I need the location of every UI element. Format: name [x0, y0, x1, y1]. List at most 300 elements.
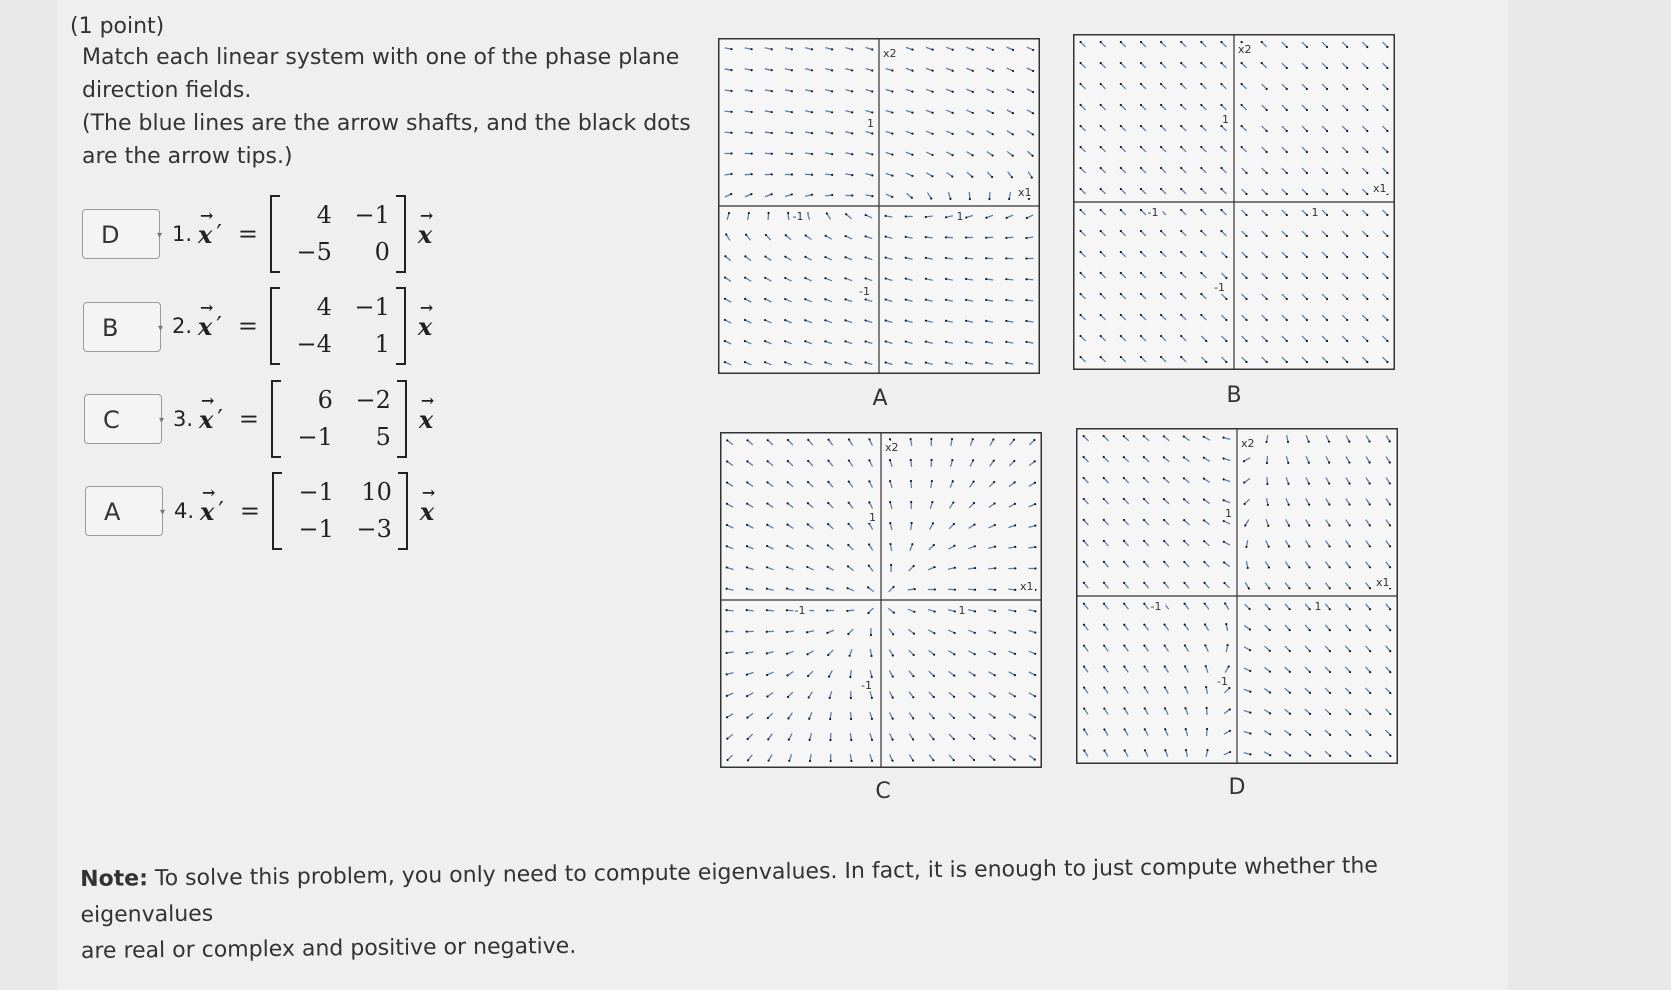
matrix-entry: 4 [316, 201, 332, 229]
arrow-tip [1224, 602, 1226, 604]
arrow-tip [951, 438, 953, 440]
arrow-tip [1366, 361, 1368, 363]
arrow-tip [1140, 125, 1142, 127]
arrow-tip [1225, 361, 1227, 363]
arrow-tip [1120, 272, 1122, 274]
arrow-tip [1240, 146, 1242, 148]
arrow-tip [1100, 314, 1102, 316]
arrow-tip [889, 501, 891, 503]
arrow-tip [871, 718, 873, 720]
equals-sign: = [237, 220, 258, 248]
arrow-tip [1025, 362, 1027, 364]
arrow-tip [1349, 545, 1351, 547]
arrow-tip [1100, 356, 1102, 358]
matrix-entry: −1 [298, 478, 334, 506]
arrow-tip [1287, 462, 1289, 464]
arrow-tip [885, 361, 887, 363]
arrow-tip [791, 111, 793, 113]
arrow-tip [1120, 335, 1122, 337]
arrow-tip [945, 320, 947, 322]
arrow-tip [787, 212, 789, 214]
arrow-tip [1184, 644, 1186, 646]
arrow-tip [786, 674, 788, 676]
arrow-tip [826, 632, 828, 634]
arrow-tip [1309, 650, 1311, 652]
arrow-tip [791, 90, 793, 92]
arrow-tip [851, 174, 853, 176]
arrow-tip [934, 610, 936, 612]
tick-label: -1 [859, 285, 870, 298]
x2-axis-label: x2 [1238, 43, 1252, 56]
arrow-tip [847, 565, 849, 567]
arrow-tip [1386, 172, 1388, 174]
arrow-tip [1079, 356, 1081, 358]
arrow-tip [724, 361, 726, 363]
vector-arrow-icon: → [200, 205, 214, 225]
arrow-tip [764, 319, 766, 321]
arrow-tip [1389, 713, 1391, 715]
x2-axis-label: x2 [1241, 437, 1255, 450]
arrow-tip [905, 299, 907, 301]
answer-select-4[interactable] [85, 486, 163, 536]
arrow-tip [934, 588, 936, 590]
point-value: (1 point) [70, 14, 165, 39]
arrow-tip [1205, 361, 1207, 363]
arrow-tip [1079, 41, 1081, 43]
arrow-tip [1225, 256, 1227, 258]
coefficient-matrix [270, 197, 406, 271]
arrow-tip [1005, 237, 1007, 239]
arrow-tip [914, 588, 916, 590]
arrow-tip [1386, 340, 1388, 342]
arrow-tip [1309, 734, 1311, 736]
arrow-tip [1267, 525, 1269, 527]
arrow-tip [952, 501, 954, 503]
arrow-tip [1163, 540, 1165, 542]
arrow-tip [1014, 610, 1016, 612]
arrow-tip [1083, 561, 1085, 563]
arrow-tip [1014, 589, 1016, 591]
arrow-tip [1025, 320, 1027, 322]
arrow-tip [892, 654, 894, 656]
matrix-entry: −1 [298, 515, 334, 543]
arrow-tip [1346, 256, 1348, 258]
arrow-tip [1180, 251, 1182, 253]
vector-arrow-icon: → [419, 205, 434, 225]
arrow-tip [1266, 277, 1268, 279]
arrow-tip [871, 739, 873, 741]
arrow-tip [885, 340, 887, 342]
arrow-tip [871, 195, 873, 197]
arrow-tip [1265, 441, 1267, 443]
arrow-tip [1289, 734, 1291, 736]
arrow-tip [1160, 230, 1162, 232]
arrow-tip [931, 154, 933, 156]
arrow-tip [1025, 237, 1027, 239]
arrow-tip [791, 193, 793, 195]
arrow-tip [991, 154, 993, 156]
arrow-tip [952, 49, 954, 51]
note-body-2: are real or complex and positive or negative. [80, 933, 577, 964]
arrow-tip [1326, 256, 1328, 258]
tick-label: -1 [1147, 206, 1159, 219]
arrow-tip [1346, 46, 1348, 48]
arrow-tip [804, 319, 806, 321]
arrow-tip [784, 319, 786, 321]
arrow-tip [786, 588, 788, 590]
arrow-tip [746, 609, 748, 611]
vector-x: → x [419, 482, 436, 526]
arrow-tip [1326, 130, 1328, 132]
arrow-tip [811, 90, 813, 92]
arrow-tip [868, 480, 870, 482]
question-number: 1. [172, 222, 193, 246]
direction-field-d [1076, 428, 1398, 764]
instruction-line-1: Match each linear system with one of the phase plane [82, 45, 680, 70]
arrow-tip [1103, 686, 1105, 688]
x1-axis-label: x1 [1376, 576, 1390, 589]
arrow-tip [829, 718, 831, 720]
arrow-tip [726, 673, 728, 675]
arrow-tip [925, 341, 927, 343]
vector-arrow-icon: → [420, 390, 435, 410]
instruction-line-4: are the arrow tips.) [82, 144, 293, 169]
arrow-tip [910, 459, 912, 461]
arrow-tip [972, 91, 974, 93]
arrow-tip [1025, 341, 1027, 343]
arrow-tip [867, 586, 869, 588]
arrow-tip [1309, 629, 1311, 631]
arrow-tip [807, 481, 809, 483]
arrow-tip [724, 319, 726, 321]
arrow-tip [1225, 277, 1227, 279]
arrow-tip [1286, 214, 1288, 216]
arrow-tip [871, 132, 873, 134]
arrow-tip [1245, 214, 1247, 216]
arrow-tip [952, 91, 954, 93]
arrow-tip [1200, 314, 1202, 316]
arrow-tip [930, 438, 932, 440]
arrow-tip [1329, 629, 1331, 631]
arrow-tip [892, 697, 894, 699]
arrow-tip [1079, 272, 1081, 274]
arrow-tip [1223, 520, 1225, 522]
arrow-tip [1164, 707, 1166, 709]
arrow-tip [1220, 230, 1222, 232]
arrow-tip [1346, 214, 1348, 216]
arrow-tip [985, 217, 987, 219]
arrow-tip [725, 652, 727, 654]
x1-axis-label: x1 [1020, 580, 1034, 593]
arrow-tip [1014, 546, 1016, 548]
arrow-tip [945, 278, 947, 280]
arrow-tip [1326, 46, 1328, 48]
arrow-tip [1014, 524, 1016, 526]
arrow-tip [1266, 483, 1268, 485]
arrow-tip [1389, 608, 1391, 610]
arrow-tip [1288, 525, 1290, 527]
arrow-tip [746, 717, 748, 719]
arrow-tip [1306, 130, 1308, 132]
arrow-tip [1180, 188, 1182, 190]
arrow-tip [1079, 251, 1081, 253]
arrow-tip [1120, 356, 1122, 358]
arrow-tip [889, 480, 891, 482]
arrow-tip [1328, 524, 1330, 526]
arrow-tip [1269, 629, 1271, 631]
arrow-tip [1286, 256, 1288, 258]
arrow-tip [847, 633, 849, 635]
arrow-tip [784, 361, 786, 363]
arrow-tip [767, 460, 769, 462]
arrow-tip [845, 235, 847, 237]
arrow-tip [973, 523, 975, 525]
arrow-tip [850, 760, 852, 762]
arrow-tip [1288, 504, 1290, 506]
matrix-entry: 4 [316, 293, 332, 321]
arrow-tip [931, 480, 933, 482]
arrow-tip [951, 154, 953, 156]
arrow-tip [885, 319, 887, 321]
arrow-tip [746, 460, 748, 462]
arrow-tip [1204, 644, 1206, 646]
arrow-tip [830, 760, 832, 762]
arrow-tip [1245, 319, 1247, 321]
arrow-tip [1268, 546, 1270, 548]
arrow-tip [1012, 112, 1014, 114]
arrow-tip [912, 717, 914, 719]
matrix-entry: 10 [361, 478, 392, 506]
arrow-tip [1100, 125, 1102, 127]
arrow-tip [746, 588, 748, 590]
answer-select-value: B [102, 314, 119, 342]
arrow-tip [1329, 566, 1331, 568]
arrow-tip [972, 459, 974, 461]
arrow-tip [831, 153, 833, 155]
arrow-tip [1366, 46, 1368, 48]
arrow-tip [1346, 298, 1348, 300]
arrow-tip [844, 298, 846, 300]
arrow-tip [945, 299, 947, 301]
arrow-tip [1245, 256, 1247, 258]
arrow-tip [1205, 686, 1207, 688]
arrow-tip [1268, 566, 1270, 568]
field-label-b: B [1226, 383, 1242, 408]
tick-label: -1 [1217, 675, 1228, 688]
arrow-tip [1079, 104, 1081, 106]
arrow-tip [1287, 441, 1289, 443]
arrow-tip [787, 460, 789, 462]
arrow-tip [1286, 88, 1288, 90]
arrow-tip [953, 545, 955, 547]
arrow-tip [1160, 104, 1162, 106]
arrow-tip [972, 70, 974, 72]
arrow-tip [905, 215, 907, 217]
arrow-tip [1326, 319, 1328, 321]
arrow-tip [1079, 293, 1081, 295]
arrow-tip [1014, 674, 1016, 676]
arrow-tip [1369, 524, 1371, 526]
arrow-tip [925, 278, 927, 280]
tick-label: 1 [1222, 113, 1229, 126]
arrow-tip [1223, 478, 1225, 480]
arrow-tip [827, 502, 829, 504]
arrow-tip [985, 257, 987, 259]
arrow-tip [1140, 188, 1142, 190]
arrow-tip [767, 738, 769, 740]
arrow-tip [1200, 293, 1202, 295]
arrow-tip [1308, 462, 1310, 464]
arrow-tip [985, 237, 987, 239]
arrow-tip [1366, 151, 1368, 153]
arrow-tip [1369, 608, 1371, 610]
arrow-tip [1266, 130, 1268, 132]
arrow-tip [791, 132, 793, 134]
arrow-tip [1144, 707, 1146, 709]
arrow-tip [1140, 41, 1142, 43]
arrow-tip [1123, 498, 1125, 500]
arrow-tip [1183, 435, 1185, 437]
arrow-tip [1123, 645, 1125, 647]
arrow-tip [1163, 519, 1165, 521]
arrow-tip [1245, 277, 1247, 279]
arrow-tip [1309, 755, 1311, 757]
arrow-tip [766, 502, 768, 504]
arrow-tip [1180, 104, 1182, 106]
arrow-tip [991, 176, 993, 178]
equation-4 [174, 476, 434, 546]
arrow-tip [1079, 314, 1081, 316]
arrow-tip [1288, 608, 1290, 610]
arrow-tip [1203, 498, 1205, 500]
arrow-tip [1329, 671, 1331, 673]
arrow-tip [1366, 340, 1368, 342]
arrow-tip [994, 610, 996, 612]
arrow-tip [1100, 209, 1102, 211]
arrow-tip [1245, 193, 1247, 195]
arrow-tip [1369, 503, 1371, 505]
arrow-tip [1100, 251, 1102, 253]
vector-x: → x [199, 390, 215, 434]
arrow-tip [1100, 335, 1102, 337]
arrow-tip [726, 545, 728, 547]
arrow-tip [911, 133, 913, 135]
arrow-tip [1349, 671, 1351, 673]
arrow-tip [1389, 461, 1391, 463]
arrow-tip [831, 194, 833, 196]
arrow-tip [965, 362, 967, 364]
arrow-tip [1227, 644, 1229, 646]
arrow-tip [851, 69, 853, 71]
arrow-tip [911, 91, 913, 93]
arrow-tip [746, 481, 748, 483]
arrow-tip [1034, 653, 1036, 655]
matrix-entry: −1 [354, 201, 390, 229]
arrow-tip [808, 696, 810, 698]
arrow-tip [965, 278, 967, 280]
arrow-tip [1034, 716, 1036, 718]
arrow-tip [1266, 298, 1268, 300]
arrow-tip [1079, 209, 1081, 211]
arrow-tip [1120, 230, 1122, 232]
arrow-tip [848, 438, 850, 440]
arrow-tip [1183, 540, 1185, 542]
arrow-tip [871, 48, 873, 50]
arrow-tip [1083, 728, 1085, 730]
arrow-tip [1100, 83, 1102, 85]
arrow-tip [1144, 749, 1146, 751]
arrow-tip [889, 543, 891, 545]
tick-label: 1 [1225, 507, 1232, 520]
arrow-tip [771, 69, 773, 71]
vector-arrow-icon: → [421, 482, 436, 502]
arrow-tip [1228, 687, 1230, 689]
arrow-tip [848, 502, 850, 504]
arrow-tip [1329, 713, 1331, 715]
arrow-tip [1200, 104, 1202, 106]
arrow-tip [994, 632, 996, 634]
arrow-tip [1306, 277, 1308, 279]
arrow-tip [1100, 41, 1102, 43]
arrow-tip [864, 340, 866, 342]
arrow-tip [1228, 665, 1230, 667]
answer-select-1[interactable] [82, 209, 160, 259]
arrow-tip [1200, 167, 1202, 169]
arrow-tip [1083, 666, 1085, 668]
arrow-tip [985, 320, 987, 322]
arrow-tip [1266, 361, 1268, 363]
arrow-tip [730, 90, 732, 92]
arrow-tip [784, 340, 786, 342]
arrow-tip [865, 214, 867, 216]
arrow-tip [748, 212, 750, 214]
answer-select-2[interactable] [83, 302, 161, 352]
arrow-tip [744, 255, 746, 257]
arrow-tip [804, 340, 806, 342]
arrow-tip [891, 760, 893, 762]
arrow-tip [1100, 167, 1102, 169]
arrow-tip [865, 256, 867, 258]
arrow-tip [951, 175, 953, 177]
arrow-tip [1286, 298, 1288, 300]
arrow-tip [1032, 91, 1034, 93]
arrow-tip [1346, 319, 1348, 321]
arrow-tip [1386, 319, 1388, 321]
tick-label: 1 [867, 117, 874, 130]
arrow-tip [728, 212, 730, 214]
arrow-tip [1386, 151, 1388, 153]
arrow-tip [871, 174, 873, 176]
arrow-tip [730, 48, 732, 50]
arrow-tip [809, 760, 811, 762]
arrow-tip [951, 459, 953, 461]
arrow-tip [1346, 151, 1348, 153]
arrow-tip [1014, 567, 1016, 569]
arrow-tip [933, 717, 935, 719]
arrow-tip [1012, 70, 1014, 72]
arrow-tip [1103, 749, 1105, 751]
arrow-tip [1389, 755, 1391, 757]
arrow-tip [1286, 151, 1288, 153]
arrow-tip [985, 362, 987, 364]
arrow-tip [1032, 70, 1034, 72]
arrow-tip [1200, 209, 1202, 211]
arrow-tip [1180, 41, 1182, 43]
arrow-tip [993, 717, 995, 719]
arrow-tip [953, 675, 955, 677]
question-number: 3. [173, 407, 194, 431]
answer-select-3[interactable] [84, 394, 162, 444]
